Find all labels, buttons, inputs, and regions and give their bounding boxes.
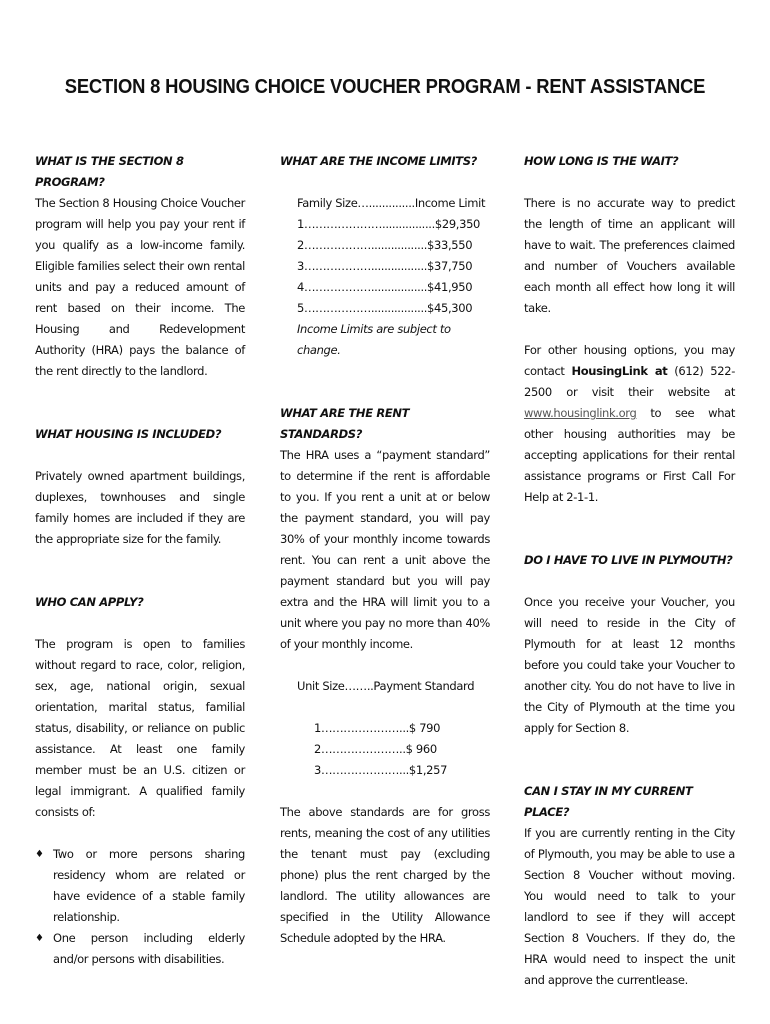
table-row: 1…………………................$29,350 xyxy=(297,217,481,231)
heading-who-can-apply: WHO CAN APPLY? xyxy=(35,595,144,609)
heading-live-in-plymouth: DO I HAVE TO LIVE IN PLYMOUTH? xyxy=(524,553,733,567)
column-left xyxy=(35,151,245,970)
table-row: 3…………………...$1,257 xyxy=(314,763,448,777)
paragraph-housing-included: Privately owned apartment buildings, duplexes, townhouses and single family homes are included if they are the appropriate size for the family. xyxy=(35,469,245,546)
paragraph-reside-plymouth: Once you receive your Voucher, you will need to reside in the City of Plymouth for at least 12 months before you could take your Voucher to another city. You do not have to live in the City of Plymouth at the time you apply for Section 8. xyxy=(524,595,735,735)
income-limits-table xyxy=(280,193,490,361)
heading-housing-included: WHAT HOUSING IS INCLUDED? xyxy=(35,427,222,441)
heading-what-is-section-8: WHAT IS THE SECTION 8 PROGRAM? xyxy=(35,154,184,189)
column-right xyxy=(524,151,735,991)
diamond-bullet-icon: ♦ xyxy=(35,849,44,860)
housinglink-name: HousingLink at xyxy=(571,364,668,378)
heading-rent-standards: WHAT ARE THE RENT STANDARDS? xyxy=(280,406,410,441)
page-title: SECTION 8 HOUSING CHOICE VOUCHER PROGRAM - RENT ASSISTANCE xyxy=(64,76,706,98)
table-row: 2…………………..$ 960 xyxy=(314,742,437,756)
column-middle xyxy=(280,151,490,949)
heading-stay-current-place: CAN I STAY IN MY CURRENT PLACE? xyxy=(524,784,693,819)
paragraph-payment-standard: The HRA uses a “payment standard” to determine if the rent is affordable to you. If you rent a unit at or below the payment standard, you will pay 30% of your monthly income towards rent. You can rent a unit above the payment standard but you will pay extra and the HRA will limit you to a unit where you pay no more than 40% of your monthly income. xyxy=(280,448,490,651)
payment-standard-header: Unit Size……..Payment Standard xyxy=(297,679,475,693)
text-segment: For other housing options, you may contact xyxy=(524,343,735,378)
heading-income-limits: WHAT ARE THE INCOME LIMITS? xyxy=(280,154,477,168)
qualified-family-list xyxy=(35,844,245,970)
diamond-bullet-icon: ♦ xyxy=(35,933,44,944)
table-row: 4……………….................$41,950 xyxy=(297,280,473,294)
text-segment: to see what other housing authorities may be accepting applications for their rental assistance programs or First Call For Help at 2-1-1. xyxy=(524,406,735,504)
paragraph-stay-current-place: If you are currently renting in the City of Plymouth, you may be able to use a Section 8 Voucher without moving. You would need to talk to your landlord to see if they will accept Section 8 Vouchers. If they do, the HRA would need to inspect the unit and approve the currentlease. xyxy=(524,826,735,987)
list-item-text: Two or more persons sharing residency whom are related or have evidence of a stable family relationship. xyxy=(53,847,245,924)
payment-standard-table xyxy=(280,718,490,781)
table-row: 2……………….................$33,550 xyxy=(297,238,473,252)
list-item xyxy=(35,844,245,928)
paragraph-other-options xyxy=(524,340,735,508)
table-row: 3……………….................$37,750 xyxy=(297,259,473,273)
heading-how-long-wait: HOW LONG IS THE WAIT? xyxy=(524,154,679,168)
income-limits-note: Income Limits are subject to change. xyxy=(297,322,451,357)
paragraph-who-can-apply: The program is open to families without regard to race, color, religion, sex, age, national origin, sexual orientation, marital status, familial status, disability, or reliance on public assistance. At least one family member must be an U.S. citizen or legal immigrant. A qualified family consists of: xyxy=(35,637,245,819)
text-segment: (612) 522-2500 or visit their website at xyxy=(524,364,735,399)
paragraph-wait-time: There is no accurate way to predict the length of time an applicant will have to wait. The preferences claimed and number of Vouchers available each month all effect how long it will take. xyxy=(524,196,735,315)
paragraph-program-description: The Section 8 Housing Choice Voucher program will help you pay your rent if you qualify as a low-income family. Eligible families select their own rental units and pay a reduced amount of rent based on their income. The Housing and Redevelopment Authority (HRA) pays the balance of the rent directly to the landlord. xyxy=(35,196,245,378)
housinglink-website-link[interactable]: www.housinglink.org xyxy=(524,406,637,420)
paragraph-gross-rents: The above standards are for gross rents, meaning the cost of any utilities the tenant must pay (excluding phone) plus the rent charged by the landlord. The utility allowances are specified in the Utility Allowance Schedule adopted by the HRA. xyxy=(280,805,490,945)
table-row: 5……………….................$45,300 xyxy=(297,301,473,315)
income-table-header: Family Size…..............Income Limit xyxy=(297,196,486,210)
list-item-text: One person including elderly and/or persons with disabilities. xyxy=(53,931,245,966)
table-row: 1…………………...$ 790 xyxy=(314,721,441,735)
list-item xyxy=(35,928,245,970)
